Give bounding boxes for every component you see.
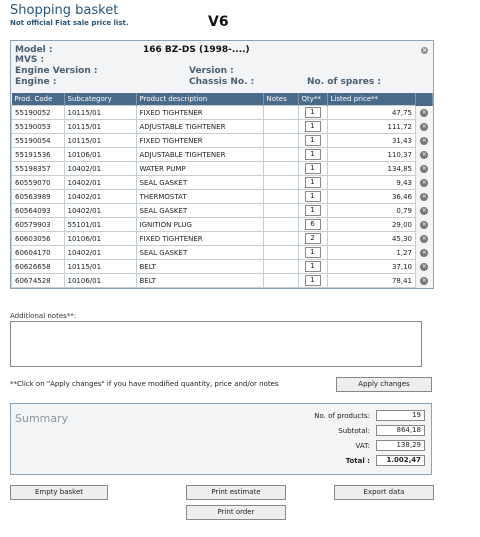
remove-icon[interactable]: × bbox=[421, 109, 427, 116]
col-qty: Qty** bbox=[298, 93, 327, 106]
price-cell: 134,85 bbox=[327, 162, 416, 176]
price-cell: 110,37 bbox=[327, 148, 416, 162]
subcategory-cell: 10402/01 bbox=[64, 162, 136, 176]
qty-cell bbox=[298, 204, 327, 218]
description-cell: SEAL GASKET bbox=[136, 246, 263, 260]
table-row bbox=[12, 120, 433, 134]
subcategory-cell: 55101/01 bbox=[64, 218, 136, 232]
summary-total bbox=[346, 455, 425, 466]
notes-cell[interactable] bbox=[263, 148, 298, 162]
prod-code-cell: 55190052 bbox=[12, 106, 65, 120]
remove-cell bbox=[416, 190, 433, 204]
spares-label: No. of spares : bbox=[307, 77, 382, 87]
qty-cell bbox=[298, 232, 327, 246]
remove-icon[interactable]: × bbox=[421, 137, 427, 144]
description-cell: SEAL GASKET bbox=[136, 176, 263, 190]
notes-cell[interactable] bbox=[263, 134, 298, 148]
basket-panel bbox=[10, 40, 434, 289]
page-title: Shopping basket bbox=[10, 3, 119, 18]
print-order-button[interactable]: Print order bbox=[186, 505, 286, 520]
remove-icon[interactable]: × bbox=[421, 165, 427, 172]
price-cell: 78,41 bbox=[327, 274, 416, 288]
qty-cell bbox=[298, 162, 327, 176]
description-cell: FIXED TIGHTENER bbox=[136, 106, 263, 120]
qty-cell bbox=[298, 260, 327, 274]
prod-code-cell: 55190053 bbox=[12, 120, 65, 134]
table-row bbox=[12, 106, 433, 120]
remove-icon[interactable]: × bbox=[421, 221, 427, 228]
table-row bbox=[12, 218, 433, 232]
remove-cell bbox=[416, 232, 433, 246]
remove-icon[interactable]: × bbox=[421, 277, 427, 284]
remove-icon[interactable]: × bbox=[421, 193, 427, 200]
close-icon[interactable]: × bbox=[421, 47, 428, 54]
remove-cell bbox=[416, 148, 433, 162]
qty-cell bbox=[298, 134, 327, 148]
remove-icon[interactable]: × bbox=[421, 151, 427, 158]
qty-cell bbox=[298, 148, 327, 162]
prod-code-cell: 60626658 bbox=[12, 260, 65, 274]
remove-icon[interactable]: × bbox=[421, 263, 427, 270]
vat-value: 138,29 bbox=[376, 440, 425, 451]
prod-code-cell: 60579903 bbox=[12, 218, 65, 232]
prod-code-cell: 55198357 bbox=[12, 162, 65, 176]
quantity-input[interactable]: 1 bbox=[305, 191, 321, 202]
notes-cell[interactable] bbox=[263, 218, 298, 232]
remove-cell bbox=[416, 106, 433, 120]
col-description: Product description bbox=[136, 93, 263, 106]
engine-label: Engine : bbox=[15, 77, 57, 87]
notes-cell[interactable] bbox=[263, 190, 298, 204]
price-cell: 29,00 bbox=[327, 218, 416, 232]
remove-cell bbox=[416, 260, 433, 274]
price-cell: 45,30 bbox=[327, 232, 416, 246]
subcategory-cell: 10106/01 bbox=[64, 274, 136, 288]
notes-cell[interactable] bbox=[263, 232, 298, 246]
table-row bbox=[12, 274, 433, 288]
remove-cell bbox=[416, 134, 433, 148]
remove-icon[interactable]: × bbox=[421, 179, 427, 186]
notes-label: Additional notes**: bbox=[10, 312, 77, 320]
table-row bbox=[12, 148, 433, 162]
quantity-input[interactable]: 1 bbox=[305, 275, 321, 286]
description-cell: BELT bbox=[136, 260, 263, 274]
subcategory-cell: 10402/01 bbox=[64, 176, 136, 190]
subcategory-cell: 10402/01 bbox=[64, 246, 136, 260]
prod-code-cell: 55190054 bbox=[12, 134, 65, 148]
description-cell: IGNITION PLUG bbox=[136, 218, 263, 232]
prod-code-cell: 60674528 bbox=[12, 274, 65, 288]
table-row bbox=[12, 190, 433, 204]
qty-cell bbox=[298, 120, 327, 134]
notes-textarea[interactable] bbox=[10, 321, 422, 367]
col-prod-code: Prod. Code bbox=[12, 93, 65, 106]
remove-cell bbox=[416, 120, 433, 134]
subcategory-cell: 10402/01 bbox=[64, 190, 136, 204]
total-value: 1.002,47 bbox=[376, 455, 425, 466]
description-cell: ADJUSTABLE TIGHTENER bbox=[136, 148, 263, 162]
col-notes: Notes bbox=[263, 93, 298, 106]
chassis-label: Chassis No. : bbox=[189, 77, 255, 87]
price-cell: 47,75 bbox=[327, 106, 416, 120]
quantity-input[interactable]: 1 bbox=[305, 163, 321, 174]
table-row bbox=[12, 176, 433, 190]
export-data-button[interactable]: Export data bbox=[334, 485, 434, 500]
vat-label: VAT: bbox=[355, 441, 370, 450]
prod-code-cell: 60563989 bbox=[12, 190, 65, 204]
subcategory-cell: 10106/01 bbox=[64, 232, 136, 246]
subcategory-cell: 10402/01 bbox=[64, 204, 136, 218]
quantity-input[interactable]: 6 bbox=[305, 219, 321, 230]
table-row bbox=[12, 260, 433, 274]
quantity-input[interactable]: 1 bbox=[305, 261, 321, 272]
remove-icon[interactable]: × bbox=[421, 207, 427, 214]
summary-products bbox=[314, 410, 425, 421]
table-row bbox=[12, 134, 433, 148]
description-cell: BELT bbox=[136, 274, 263, 288]
qty-cell bbox=[298, 274, 327, 288]
variant-label: V6 bbox=[208, 14, 229, 30]
subcategory-cell: 10115/01 bbox=[64, 134, 136, 148]
subcategory-cell: 10106/01 bbox=[64, 148, 136, 162]
description-cell: ADJUSTABLE TIGHTENER bbox=[136, 120, 263, 134]
price-cell: 37,10 bbox=[327, 260, 416, 274]
notes-cell[interactable] bbox=[263, 274, 298, 288]
engine-version-label: Engine Version : bbox=[15, 66, 98, 76]
summary-subtotal bbox=[338, 425, 425, 436]
page-subtitle: Not official Fiat sale price list. bbox=[10, 19, 129, 27]
price-cell: 31,43 bbox=[327, 134, 416, 148]
notes-cell[interactable] bbox=[263, 176, 298, 190]
products-value: 19 bbox=[376, 410, 425, 421]
col-subcategory: Subcategory bbox=[64, 93, 136, 106]
summary-vat bbox=[356, 440, 425, 451]
price-cell: 9,43 bbox=[327, 176, 416, 190]
price-cell: 1,27 bbox=[327, 246, 416, 260]
remove-cell bbox=[416, 274, 433, 288]
prod-code-cell: 60564093 bbox=[12, 204, 65, 218]
products-label: No. of products: bbox=[314, 411, 370, 420]
parts-table bbox=[11, 93, 433, 288]
total-label: Total : bbox=[345, 456, 370, 465]
quantity-input[interactable]: 1 bbox=[305, 107, 321, 118]
page-header bbox=[10, 4, 129, 27]
quantity-input[interactable]: 1 bbox=[305, 205, 321, 216]
notes-cell[interactable] bbox=[263, 106, 298, 120]
subcategory-cell: 10115/01 bbox=[64, 260, 136, 274]
subcategory-cell: 10115/01 bbox=[64, 106, 136, 120]
qty-cell bbox=[298, 190, 327, 204]
remove-cell bbox=[416, 204, 433, 218]
prod-code-cell: 60559070 bbox=[12, 176, 65, 190]
prod-code-cell: 60603056 bbox=[12, 232, 65, 246]
remove-cell bbox=[416, 218, 433, 232]
qty-cell bbox=[298, 218, 327, 232]
quantity-input[interactable]: 1 bbox=[305, 135, 321, 146]
notes-cell[interactable] bbox=[263, 204, 298, 218]
subcategory-cell: 10115/01 bbox=[64, 120, 136, 134]
summary-panel bbox=[10, 403, 432, 475]
remove-cell bbox=[416, 176, 433, 190]
price-cell: 0,79 bbox=[327, 204, 416, 218]
description-cell: FIXED TIGHTENER bbox=[136, 232, 263, 246]
model-value: 166 BZ-DS (1998-....) bbox=[143, 45, 250, 55]
quantity-input[interactable]: 1 bbox=[305, 149, 321, 160]
subtotal-label: Subtotal: bbox=[338, 426, 370, 435]
remove-icon[interactable]: × bbox=[421, 235, 427, 242]
version-label: Version : bbox=[189, 66, 234, 76]
notes-cell[interactable] bbox=[263, 246, 298, 260]
description-cell: WATER PUMP bbox=[136, 162, 263, 176]
notes-cell[interactable] bbox=[263, 162, 298, 176]
apply-changes-button[interactable]: Apply changes bbox=[336, 377, 432, 392]
table-row bbox=[12, 232, 433, 246]
mvs-label: MVS : bbox=[15, 55, 45, 65]
quantity-input[interactable]: 1 bbox=[305, 247, 321, 258]
subtotal-value: 864,18 bbox=[376, 425, 425, 436]
vehicle-info bbox=[11, 41, 433, 93]
price-cell: 111,72 bbox=[327, 120, 416, 134]
description-cell: FIXED TIGHTENER bbox=[136, 134, 263, 148]
description-cell: THERMOSTAT bbox=[136, 190, 263, 204]
notes-cell[interactable] bbox=[263, 120, 298, 134]
model-label: Model : bbox=[15, 45, 53, 55]
prod-code-cell: 60604170 bbox=[12, 246, 65, 260]
prod-code-cell: 55191536 bbox=[12, 148, 65, 162]
quantity-input[interactable]: 1 bbox=[305, 177, 321, 188]
qty-cell bbox=[298, 176, 327, 190]
qty-cell bbox=[298, 246, 327, 260]
table-header-row bbox=[12, 93, 433, 106]
description-cell: SEAL GASKET bbox=[136, 204, 263, 218]
col-price: Listed price** bbox=[327, 93, 416, 106]
qty-cell bbox=[298, 106, 327, 120]
apply-hint: **Click on "Apply changes" if you have modified quantity, price and/or notes bbox=[10, 380, 279, 388]
remove-cell bbox=[416, 162, 433, 176]
remove-icon[interactable]: × bbox=[421, 249, 427, 256]
remove-icon[interactable]: × bbox=[421, 123, 427, 130]
remove-cell bbox=[416, 246, 433, 260]
price-cell: 36,46 bbox=[327, 190, 416, 204]
empty-basket-button[interactable]: Empty basket bbox=[10, 485, 108, 500]
print-estimate-button[interactable]: Print estimate bbox=[186, 485, 286, 500]
quantity-input[interactable]: 1 bbox=[305, 121, 321, 132]
table-row bbox=[12, 204, 433, 218]
quantity-input[interactable]: 2 bbox=[305, 233, 321, 244]
notes-cell[interactable] bbox=[263, 260, 298, 274]
table-row bbox=[12, 246, 433, 260]
table-row bbox=[12, 162, 433, 176]
summary-title: Summary bbox=[15, 412, 69, 425]
